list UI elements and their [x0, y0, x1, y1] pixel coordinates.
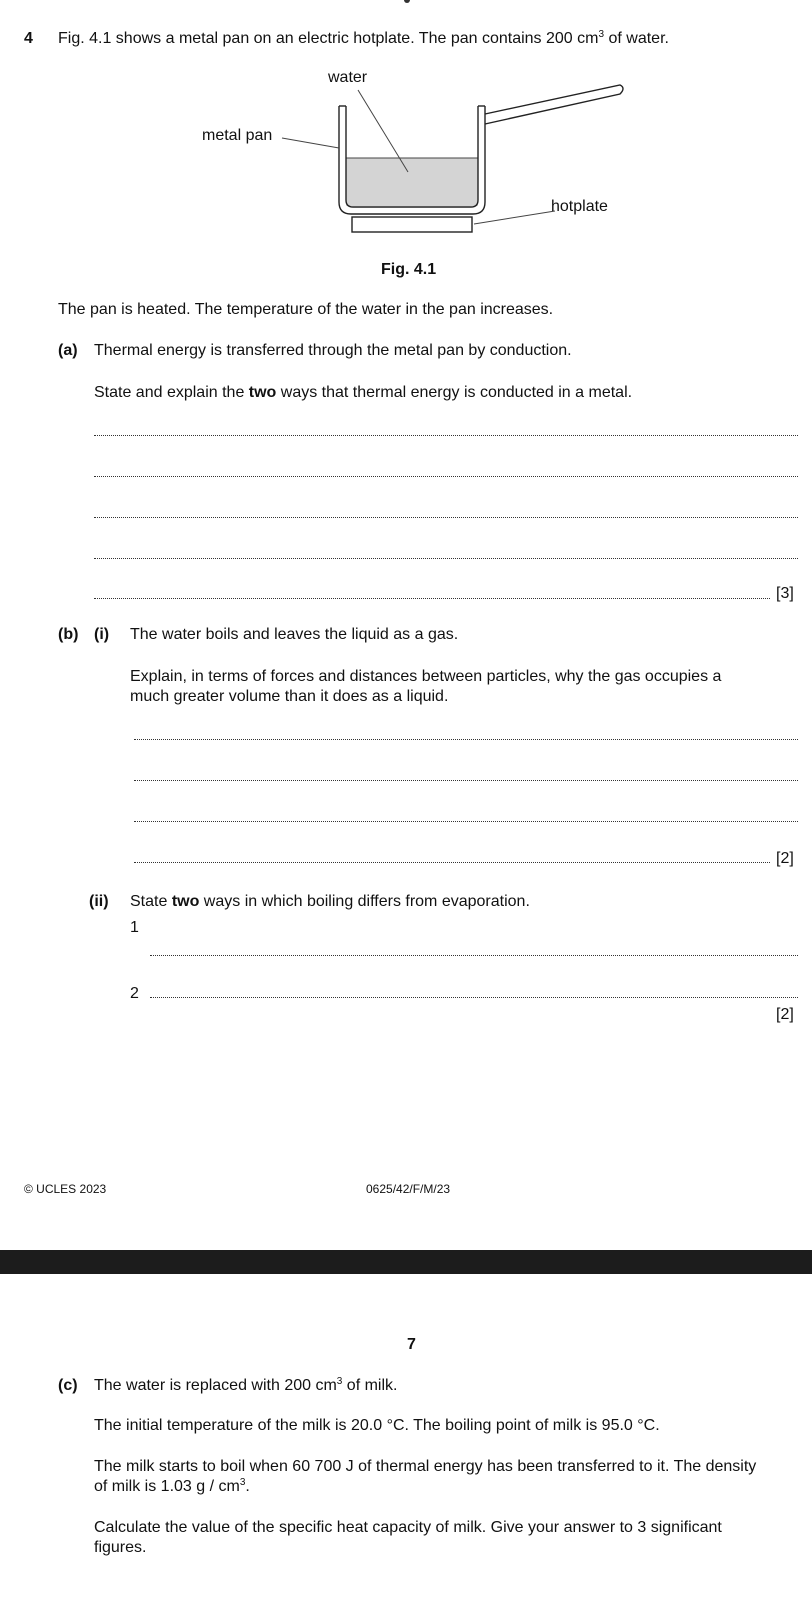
answer-line-a4[interactable]: [94, 558, 798, 559]
part-c-line3a: The milk starts to boil when 60 700 J of thermal energy has been transferred to it. The density: [94, 1458, 757, 1475]
part-c-line4a: Calculate the value of the specific heat capacity of milk. Give your answer to 3 significant: [94, 1519, 722, 1536]
footer-paper-code: 0625/42/F/M/23: [366, 1182, 451, 1196]
answer-line-bii2[interactable]: [150, 997, 798, 998]
answer-line-a3[interactable]: [94, 517, 798, 518]
part-b-i-intro: The water boils and leaves the liquid as a gas.: [130, 626, 459, 643]
answer-line-a5[interactable]: [94, 598, 770, 599]
part-a-intro: Thermal energy is transferred through the metal pan by conduction.: [94, 342, 572, 359]
part-a-marks: [3]: [776, 585, 794, 602]
part-b-i-label: (i): [94, 626, 110, 643]
answer-line-bii1[interactable]: [150, 955, 798, 956]
part-b-ii-label: (ii): [89, 893, 109, 910]
figure-label-water: water: [328, 69, 368, 86]
footer-copyright: © UCLES 2023: [24, 1182, 107, 1196]
part-c-label: (c): [58, 1377, 78, 1394]
part-a-label: (a): [58, 342, 78, 359]
answer-line-a1[interactable]: [94, 435, 798, 436]
figure-caption: Fig. 4.1: [381, 261, 437, 278]
part-b-ii-question: State two ways in which boiling differs from evaporation.: [130, 893, 530, 910]
part-b-i-question-line1: Explain, in terms of forces and distances between particles, why the gas occupies a: [130, 668, 722, 685]
answer-line-bi1[interactable]: [134, 739, 798, 740]
part-b-ii-number-1: 1: [130, 919, 139, 936]
answer-line-bi3[interactable]: [134, 821, 798, 822]
part-b-ii-marks: [2]: [776, 1006, 794, 1023]
part-a-question: State and explain the two ways that thermal energy is conducted in a metal.: [94, 384, 633, 401]
part-c-line4b: figures.: [94, 1539, 147, 1556]
question-intro: Fig. 4.1 shows a metal pan on an electric hotplate. The pan contains 200 $cm^3$ of water.: [58, 29, 669, 47]
answer-line-bi4[interactable]: [134, 862, 770, 863]
part-b-i-marks: [2]: [776, 850, 794, 867]
water-region: [346, 158, 478, 206]
page-separator: [0, 1250, 812, 1274]
part-c-line1: The water is replaced with 200 $cm^3$ of milk.: [94, 1376, 398, 1394]
part-b-i-question-line2: much greater volume than it does as a liquid.: [130, 688, 449, 705]
pan-handle: [485, 85, 623, 124]
heated-statement: The pan is heated. The temperature of the water in the pan increases.: [58, 301, 554, 318]
figure-label-hotplate: hotplate: [551, 198, 608, 215]
hotplate: [352, 217, 472, 232]
question-number: 4: [24, 30, 33, 47]
figure-label-metal-pan: metal pan: [202, 127, 273, 144]
answer-line-a2[interactable]: [94, 476, 798, 477]
part-c-line2: The initial temperature of the milk is 20.0 °C. The boiling point of milk is 95.0 °C.: [94, 1417, 660, 1434]
figure-4-1: [0, 60, 812, 280]
part-b-ii-number-2: 2: [130, 985, 139, 1002]
answer-line-bi2[interactable]: [134, 780, 798, 781]
part-c-line3b: of milk is 1.03 g / $cm^3$.: [94, 1477, 250, 1495]
top-crop-mark: [404, 0, 410, 3]
part-b-label: (b): [58, 626, 79, 643]
page-number: 7: [407, 1336, 416, 1353]
